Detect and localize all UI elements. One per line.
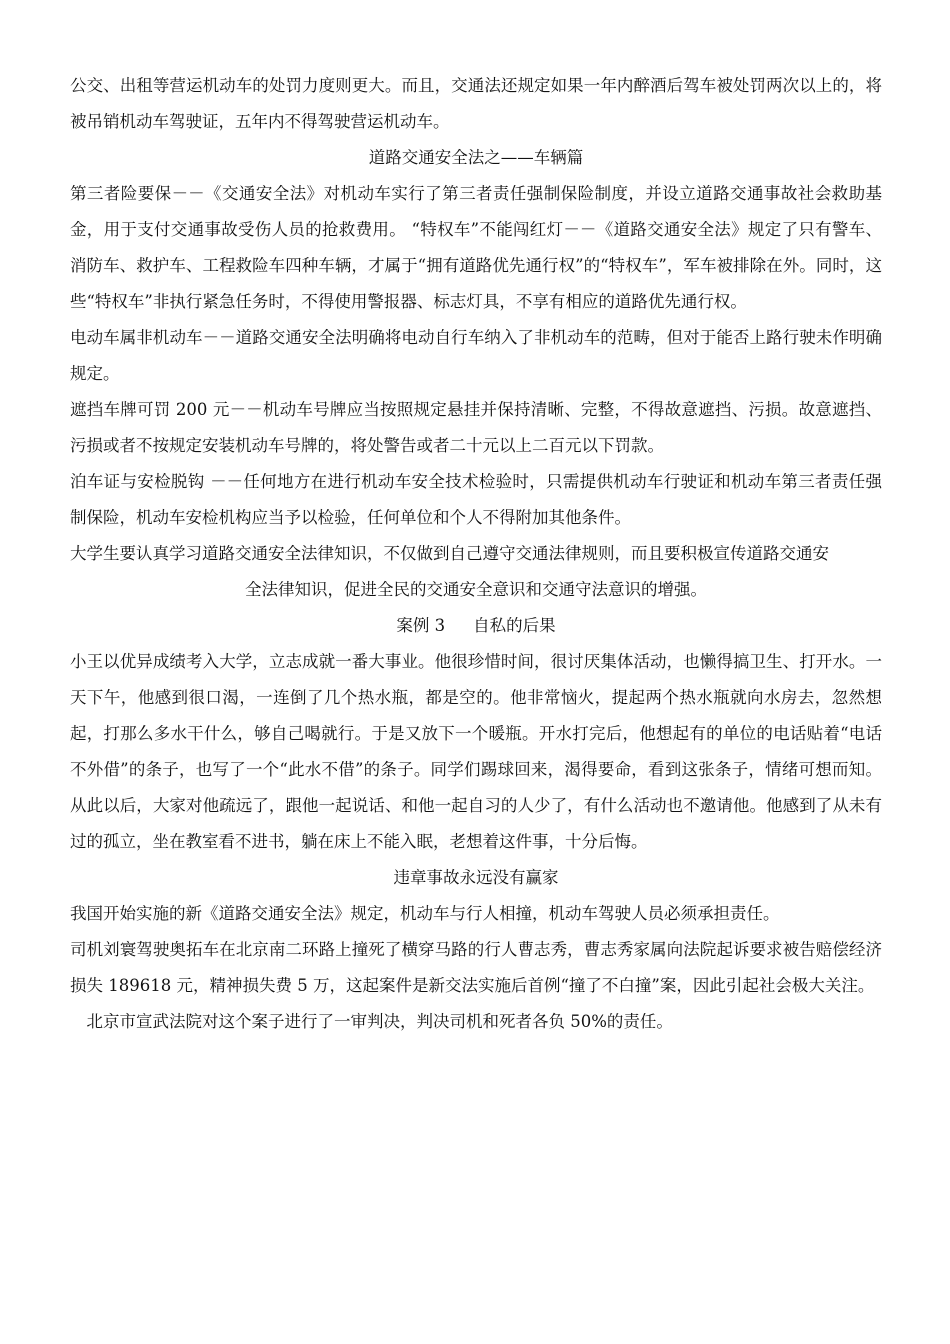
paragraph-court-ruling: 北京市宣武法院对这个案子进行了一审判决，判决司机和死者各负 50%的责任。 — [86, 1012, 673, 1031]
paragraph-case-story: 小王以优异成绩考入大学，立志成就一番大事业。他很珍惜时间，很讨厌集体活动，也懒得搞卫生、打开水。一天下午，他感到很口渴，一连倒了几个热水瓶，都是空的。他非常恼火，提起两个热水瓶就向水房去，忽然想起，打那么多水干什么，够自己喝就行。于是又放下一个暖瓶。开水打完后，他想起有的单位的电话贴着“电话不外借”的条子，也写了一个“此水不借”的条子。同学们踢球回来，渴得要命，看到这张条子，情绪可想而知。从此以后，大家对他疏远了，跟他一起说话、和他一起自习的人少了，有什么活动也不邀请他。他感到了从未有过的孤立，坐在教室看不进书，躺在床上不能入眠，老想着这件事，十分后悔。 — [70, 652, 882, 851]
paragraph-license-plate: 遮挡车牌可罚 200 元－－机动车号牌应当按照规定悬挂并保持清晰、完整，不得故意遮挡、污损。故意遮挡、污损或者不按规定安装机动车号牌的，将处警告或者二十元以上二百元以下罚款。 — [70, 400, 882, 455]
paragraph-students-line2: 全法律知识，促进全民的交通安全意识和交通守法意识的增强。 — [245, 580, 707, 599]
section-heading-vehicles: 道路交通安全法之——车辆篇 — [368, 148, 584, 167]
paragraph-electric-vehicles: 电动车属非机动车－－道路交通安全法明确将电动自行车纳入了非机动车的范畴，但对于能否上路行驶未作明确规定。 — [70, 328, 882, 383]
section-heading-no-winners: 违章事故永远没有赢家 — [393, 868, 559, 887]
paragraph-penalty-operating-vehicles: 公交、出租等营运机动车的处罚力度则更大。而且，交通法还规定如果一年内醉酒后驾车被处罚两次以上的，将被吊销机动车驾驶证，五年内不得驾驶营运机动车。 — [70, 76, 882, 131]
paragraph-new-law: 我国开始实施的新《道路交通安全法》规定，机动车与行人相撞，机动车驾驶人员必须承担责任。 — [70, 904, 780, 923]
case-heading — [70, 608, 882, 644]
case-title: 自私的后果 — [473, 616, 556, 635]
case-number: 案例 3 — [396, 616, 446, 635]
paragraph-case-driver: 司机刘寰驾驶奥拓车在北京南二环路上撞死了横穿马路的行人曹志秀，曹志秀家属向法院起诉要求被告赔偿经济损失 189618 元，精神损失费 5 万，这起案件是新交法实施后首例“撞了不白撞”案，因此引起社会极大关注。 — [70, 940, 882, 995]
paragraph-students-line1: 大学生要认真学习道路交通安全法律知识，不仅做到自己遵守交通法律规则，而且要积极宣传道路交通安 — [70, 544, 829, 563]
paragraph-parking-permit: 泊车证与安检脱钩 －－任何地方在进行机动车安全技术检验时，只需提供机动车行驶证和机动车第三者责任强制保险，机动车安检机构应当予以检验，任何单位和个人不得附加其他条件。 — [70, 472, 882, 527]
paragraph-third-party-insurance: 第三者险要保－－《交通安全法》对机动车实行了第三者责任强制保险制度，并设立道路交通事故社会救助基金，用于支付交通事故受伤人员的抢救费用。 “特权车”不能闯红灯－－《道路交通安全法》规定了只有警车、消防车、救护车、工程救险车四种车辆，才属于“拥有道路优先通行权”的“特权车”，军车被排除在外。同时，这些“特权车”非执行紧急任务时，不得使用警报器、标志灯具，不享有相应的道路优先通行权。 — [70, 184, 882, 311]
document-page — [70, 68, 882, 1040]
